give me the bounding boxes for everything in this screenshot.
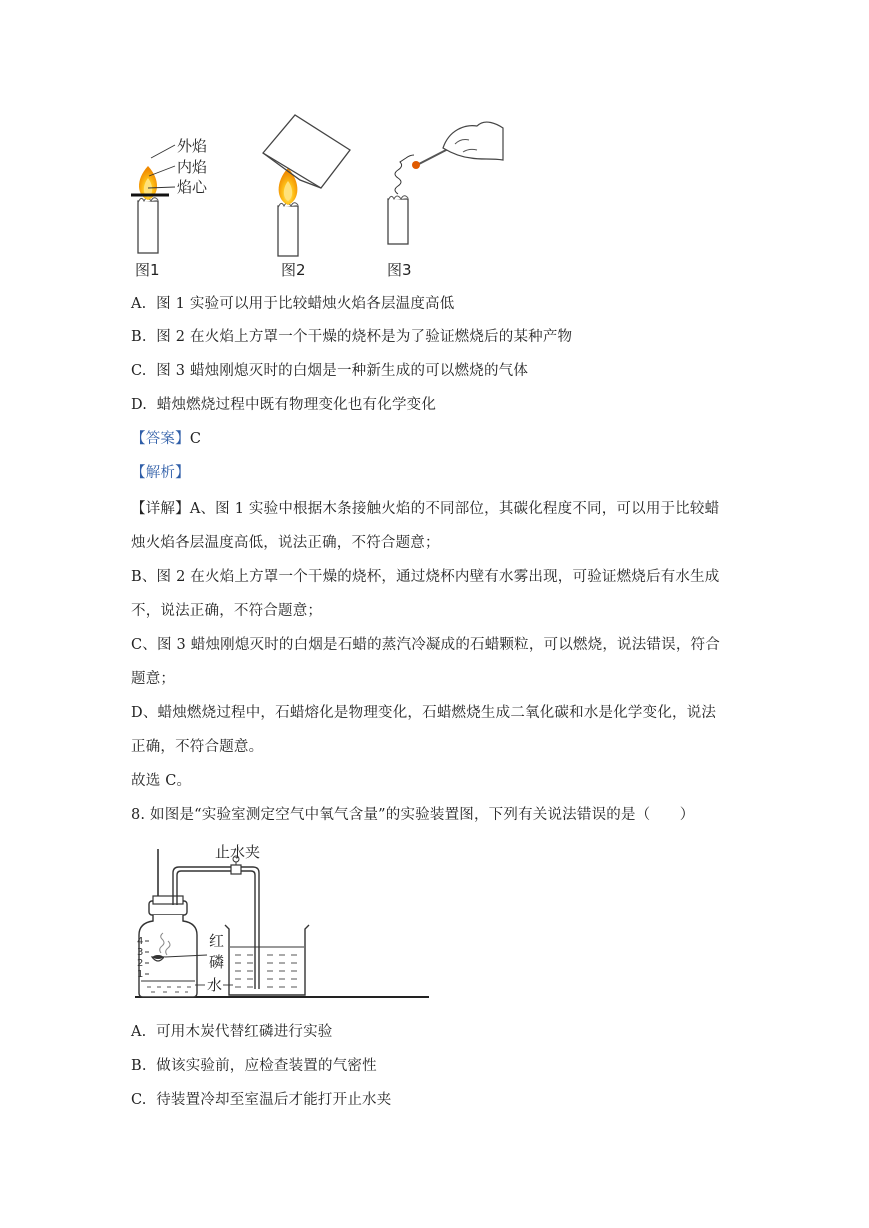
q7-detail-line-4: 不，说法正确，不符合题意； [131,603,323,619]
detail-tag: 【详解】 [131,501,190,517]
q8-option-c: C. 待装置冷却至室温后才能打开止水夹 [131,1092,392,1108]
q7-detail-line-3: B、图 2 在火焰上方罩一个干燥的烧杯，通过烧杯内壁有水雾出现，可验证燃烧后有水生成 [131,569,720,585]
figure-panel-3 [387,122,503,279]
scale-mark-4: 4 [137,936,144,947]
white-smoke [395,155,414,194]
q7-detail-line-6: 题意； [131,671,176,687]
q7-detail-line-5: C、图 3 蜡烛刚熄灭时的白烟是石蜡的蒸汽冷凝成的石蜡颗粒，可以燃烧，说法错误，符合 [131,637,720,653]
q7-conclusion: 故选 C。 [131,773,192,789]
label-water: 水 [207,976,223,994]
figure-panel-1 [131,137,208,279]
q7-detail-line-7: D、蜡烛燃烧过程中，石蜡熔化是物理变化，石蜡燃烧生成二氧化碳和水是化学变化，说法 [131,705,717,721]
q7-option-b: B. 图 2 在火焰上方罩一个干燥的烧杯是为了验证燃烧后的某种产物 [131,329,573,345]
figure-caption-2: 图2 [281,261,306,279]
q7-option-d: D. 蜡烛燃烧过程中既有物理变化也有化学变化 [131,397,437,413]
q8-stem: 8. 如图是“实验室测定空气中氧气含量”的实验装置图，下列有关说法错误的是（ ） [131,807,695,823]
label-red-phosphorus-2: 磷 [209,953,225,971]
q8-option-a: A. 可用木炭代替红磷进行实验 [131,1024,333,1040]
candle-experiments-figure [125,108,505,283]
answer-value: C [189,431,202,447]
scale-mark-2: 2 [137,958,144,969]
oxygen-measurement-apparatus [133,843,433,1003]
label-flame-core: 焰心 [177,178,208,196]
q7-answer [131,429,201,449]
beaker [225,925,309,995]
figure-panel-2 [263,115,350,279]
label-outer-flame: 外焰 [177,137,208,155]
dry-beaker [263,115,350,188]
q8-option-b: B. 做该实验前，应检查装置的气密性 [131,1058,377,1074]
figure-caption-1: 图1 [135,261,160,279]
q7-detail-line-8: 正确，不符合题意。 [131,739,264,755]
answer-tag: 【答案】 [131,431,190,447]
label-inner-flame: 内焰 [177,158,208,176]
scale-mark-1: 1 [137,969,144,980]
figure-caption-3: 图3 [387,261,412,279]
q7-detail-line-1: 【详解】A、图 1 实验中根据木条接触火焰的不同部位，其碳化程度不同，可以用于比较蜡 [131,501,720,517]
q7-analysis-heading [131,463,190,483]
scale-mark-3: 3 [137,947,144,958]
label-water-clamp: 止水夹 [215,843,261,861]
q7-option-c: C. 图 3 蜡烛刚熄灭时的白烟是一种新生成的可以燃烧的气体 [131,363,529,379]
hand [443,122,503,160]
q7-option-a: A. 图 1 实验可以用于比较蜡烛火焰各层温度高低 [131,296,455,312]
q7-detail-line-2: 烛火焰各层温度高低，说法正确，不符合题意； [131,535,440,551]
label-red-phosphorus-1: 红 [209,932,225,950]
burning-match [417,148,450,165]
analysis-tag: 【解析】 [131,465,190,481]
